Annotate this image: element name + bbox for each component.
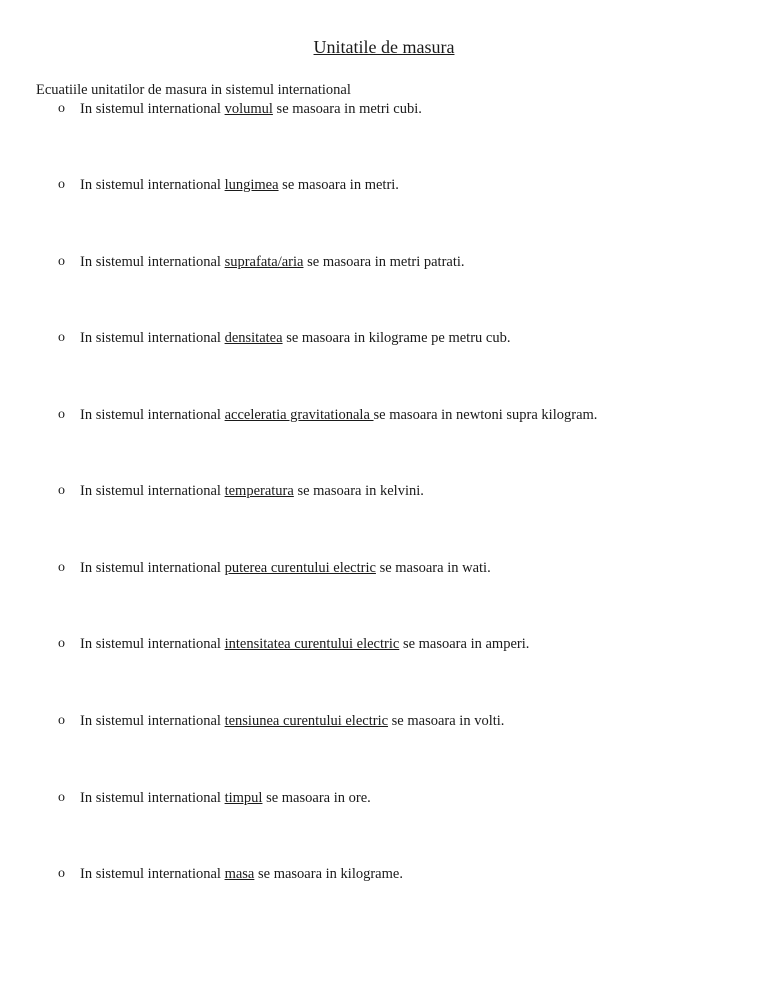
item-prefix: In sistemul international <box>80 407 225 423</box>
item-suffix: se masoara in ore. <box>262 790 371 806</box>
item-prefix: In sistemul international <box>80 483 225 499</box>
item-term: lungimea <box>224 177 279 193</box>
bullet-icon: o <box>58 177 65 192</box>
item-prefix: In sistemul international <box>80 254 225 270</box>
item-suffix: se masoara in newtoni supra kilogram. <box>373 407 598 423</box>
item-suffix: se masoara in kelvini. <box>293 483 424 499</box>
item-suffix: se masoara in metri patrati. <box>303 254 465 270</box>
item-prefix: In sistemul international <box>80 560 225 576</box>
bullet-icon: o <box>58 101 65 116</box>
list-item-text <box>80 101 422 118</box>
item-suffix: se masoara in wati. <box>375 560 491 576</box>
bullet-icon: o <box>58 483 65 498</box>
list-item-text <box>80 177 399 194</box>
item-suffix: se masoara in kilograme pe metru cub. <box>282 330 511 346</box>
item-term: tensiunea curentului electric <box>224 713 389 729</box>
item-prefix: In sistemul international <box>80 101 225 117</box>
document-title: Unitatile de masura <box>313 37 455 57</box>
item-prefix: In sistemul international <box>80 790 225 806</box>
list-item-text <box>80 330 510 347</box>
bullet-icon: o <box>58 790 65 805</box>
list-item-text <box>80 483 424 500</box>
item-prefix: In sistemul international <box>80 866 225 882</box>
item-term: puterea curentului electric <box>224 560 376 576</box>
list-item-text <box>80 866 403 883</box>
item-suffix: se masoara in amperi. <box>399 636 530 652</box>
item-prefix: In sistemul international <box>80 636 225 652</box>
bullet-icon: o <box>58 713 65 728</box>
item-suffix: se masoara in kilograme. <box>254 866 403 882</box>
item-term: masa <box>224 866 255 882</box>
item-prefix: In sistemul international <box>80 177 225 193</box>
item-term: timpul <box>224 790 263 806</box>
list-item-text <box>80 407 597 424</box>
bullet-icon: o <box>58 407 65 422</box>
item-term: densitatea <box>224 330 283 346</box>
list-item-text <box>80 636 529 653</box>
bullet-icon: o <box>58 254 65 269</box>
item-term: acceleratia gravitationala <box>224 407 374 423</box>
list-item-text <box>80 254 465 271</box>
item-term: temperatura <box>224 483 294 499</box>
list-item-text <box>80 713 504 730</box>
item-term: volumul <box>224 101 273 117</box>
item-suffix: se masoara in metri cubi. <box>272 101 422 117</box>
item-term: suprafata/aria <box>224 254 304 270</box>
item-suffix: se masoara in volti. <box>388 713 505 729</box>
bullet-icon: o <box>58 636 65 651</box>
intro-paragraph: Ecuatiile unitatilor de masura in sistemul international <box>36 82 351 98</box>
item-suffix: se masoara in metri. <box>278 177 399 193</box>
bullet-icon: o <box>58 330 65 345</box>
list-item-text <box>80 560 491 577</box>
bullet-icon: o <box>58 560 65 575</box>
item-prefix: In sistemul international <box>80 713 225 729</box>
list-item-text <box>80 790 371 807</box>
item-prefix: In sistemul international <box>80 330 225 346</box>
item-term: intensitatea curentului electric <box>224 636 400 652</box>
bullet-icon: o <box>58 866 65 881</box>
